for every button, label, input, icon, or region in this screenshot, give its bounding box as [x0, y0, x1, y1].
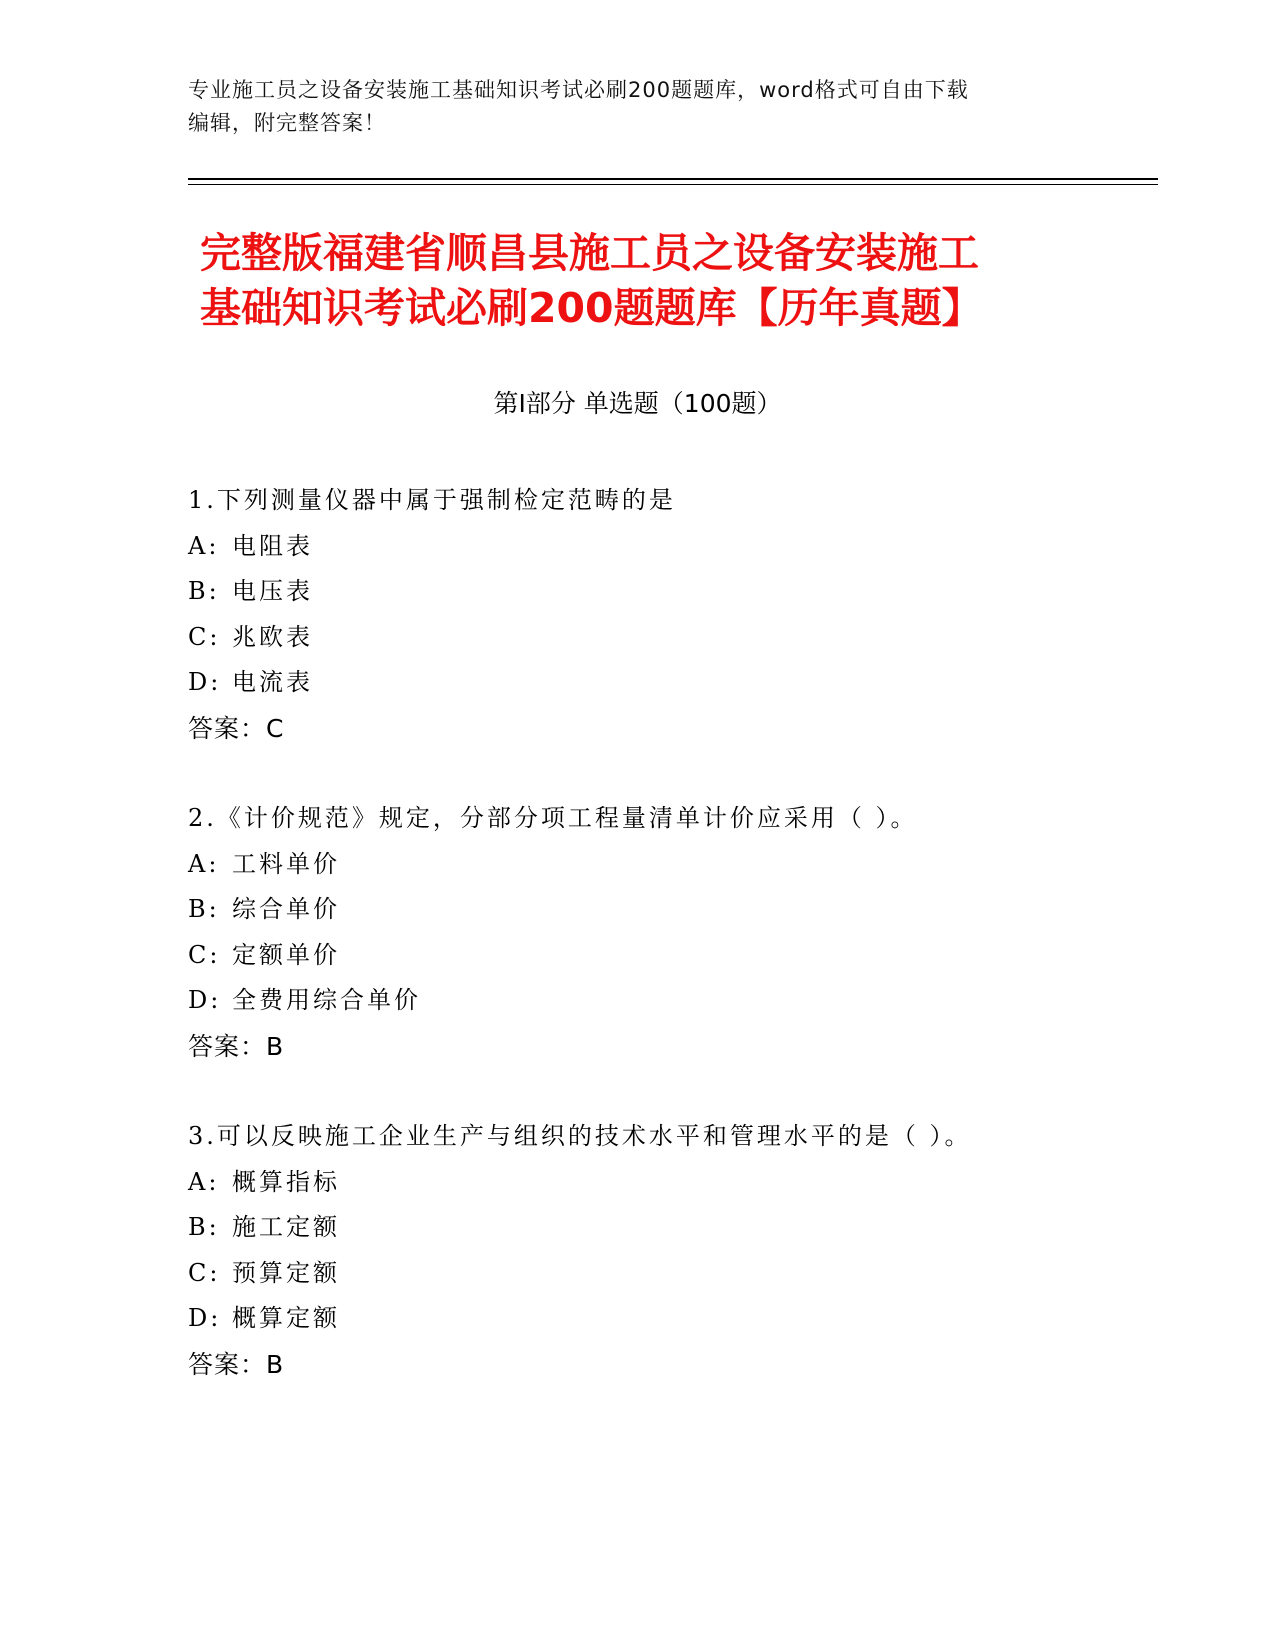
option-a: [188, 842, 1148, 888]
answer: 答案：C: [188, 713, 285, 743]
header-note: [188, 74, 1068, 140]
option-text: 兆欧表: [232, 622, 313, 651]
option-c: [188, 933, 1148, 979]
option-a: [188, 1160, 1148, 1206]
document-title-line2: 基础知识考试必刷200题题库【历年真题】: [200, 284, 983, 332]
header-divider-thick: [188, 178, 1158, 180]
answer: 答案：B: [188, 1031, 285, 1061]
option-b: [188, 1205, 1148, 1251]
option-text: 定额单价: [232, 940, 340, 969]
option-letter: D:: [188, 1304, 222, 1332]
question-text: 3.可以反映施工企业生产与组织的技术水平和管理水平的是（ ）。: [188, 1122, 972, 1150]
option-text: 概算指标: [232, 1167, 340, 1196]
option-d: [188, 1296, 1148, 1342]
header-note-line2: 编辑，附完整答案！: [188, 111, 386, 135]
document-title-line1: 完整版福建省顺昌县施工员之设备安装施工: [200, 229, 979, 277]
option-d: [188, 978, 1148, 1024]
option-text: 概算定额: [232, 1304, 340, 1332]
question-3: [188, 1114, 1148, 1387]
question-text: 1.下列测量仪器中属于强制检定范畴的是: [188, 486, 676, 514]
option-letter: B:: [188, 577, 220, 605]
option-text: 电阻表: [232, 531, 313, 560]
header-divider-thin: [188, 184, 1158, 185]
option-text: 预算定额: [232, 1258, 340, 1287]
option-letter: B:: [188, 895, 220, 923]
option-letter: C:: [188, 622, 221, 651]
option-text: 电流表: [232, 668, 313, 696]
option-b: [188, 887, 1148, 933]
option-letter: C:: [188, 1258, 221, 1287]
option-d: [188, 660, 1148, 706]
option-text: 电压表: [232, 577, 313, 605]
option-b: [188, 569, 1148, 615]
header-note-line1: 专业施工员之设备安装施工基础知识考试必刷200题题库，word格式可自由下载: [188, 78, 969, 102]
option-letter: D:: [188, 668, 222, 696]
question-1: [188, 478, 1148, 751]
option-text: 工料单价: [232, 849, 340, 878]
question-2: [188, 796, 1148, 1069]
option-a: [188, 524, 1148, 570]
option-letter: A:: [188, 849, 220, 878]
option-letter: A:: [188, 531, 220, 560]
answer: 答案：B: [188, 1349, 285, 1379]
section-heading: 第Ⅰ部分 单选题（100题）: [493, 389, 782, 418]
option-text: 全费用综合单价: [232, 986, 421, 1014]
option-letter: C:: [188, 940, 221, 969]
option-letter: B:: [188, 1213, 220, 1241]
document-title: [200, 226, 1100, 336]
option-text: 施工定额: [232, 1213, 340, 1241]
option-c: [188, 1251, 1148, 1297]
option-letter: D:: [188, 986, 222, 1014]
option-letter: A:: [188, 1167, 220, 1196]
question-text: 2.《计价规范》规定，分部分项工程量清单计价应采用（ ）。: [188, 804, 918, 832]
option-text: 综合单价: [232, 895, 340, 923]
option-c: [188, 615, 1148, 661]
